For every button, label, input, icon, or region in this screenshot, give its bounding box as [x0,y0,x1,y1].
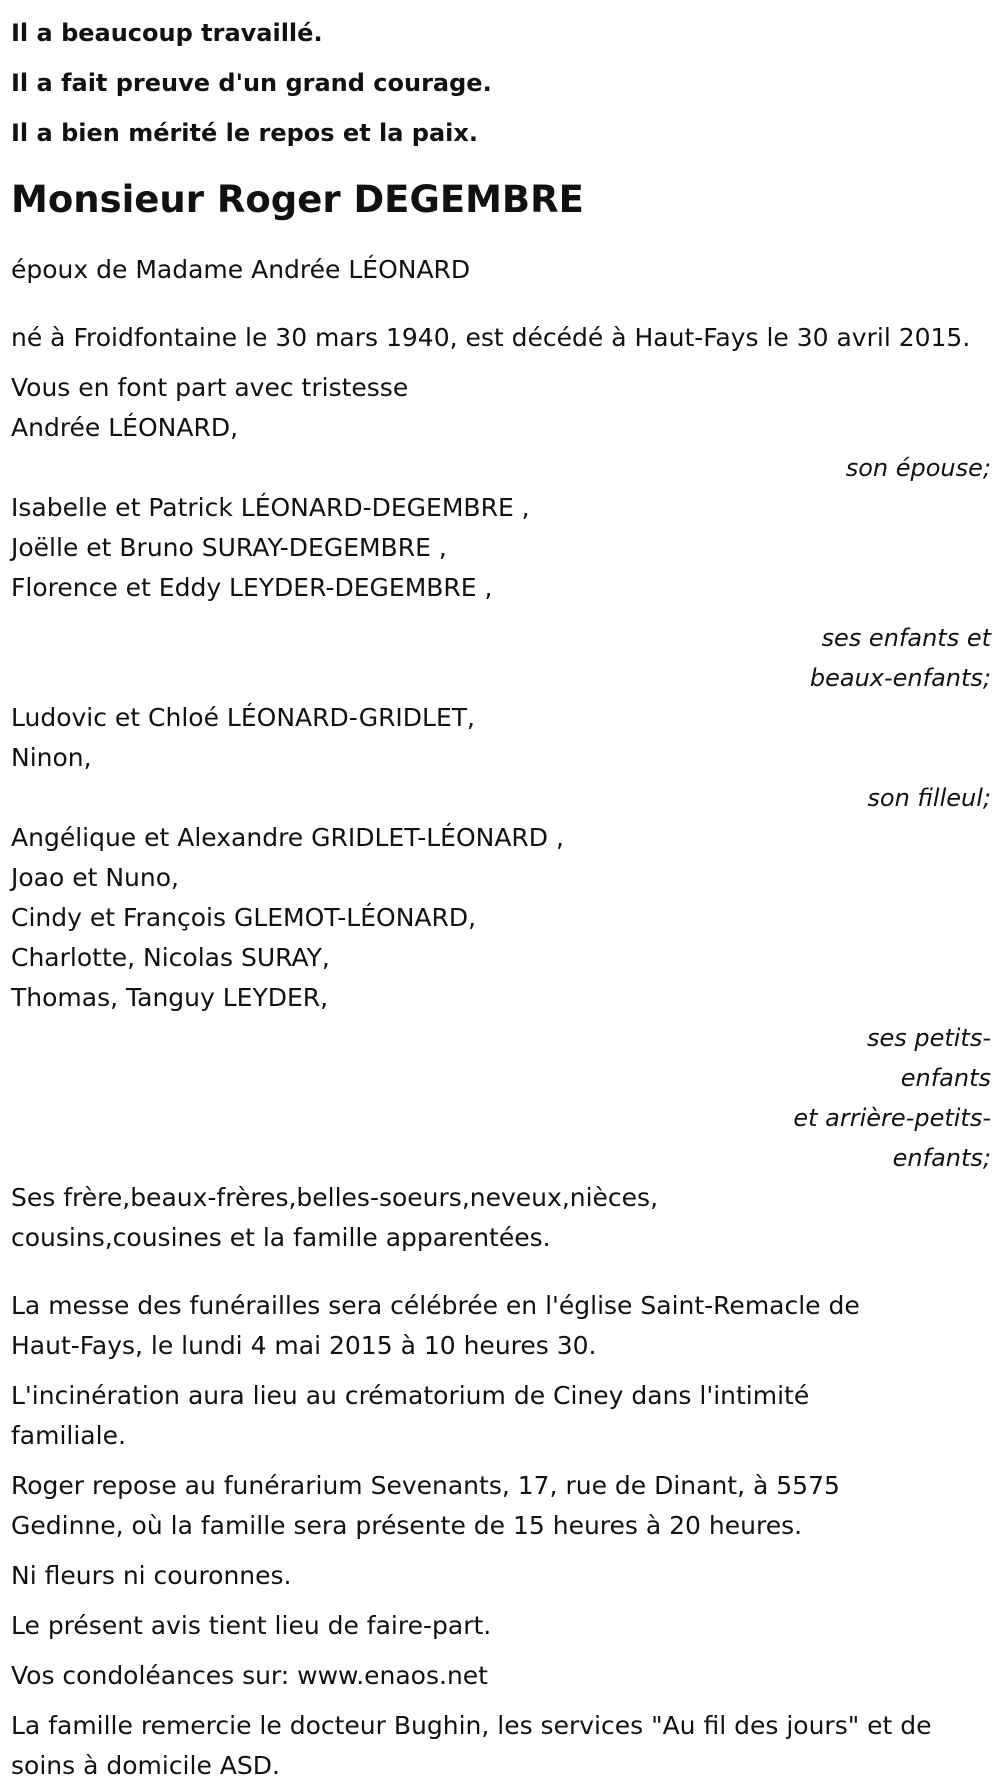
family-role-line: ses petits-enfants [866,1024,991,1092]
family-role-line: enfants; [892,1144,991,1172]
notice: Le présent avis tient lieu de faire-part. [11,1611,492,1640]
birth-death-line: né à Froidfontaine le 30 mars 1940, est décédé à Haut-Fays le 30 avril 2015. [11,323,971,352]
family-member: Joao et Nuno, [11,863,179,892]
funeral-mass: La messe des funérailles sera célébrée en l'église Saint-Remacle de Haut-Fays, le lundi 4 mai 2015 à 10 heures 30. [11,1291,860,1360]
family-group-grandchildren [11,818,991,1178]
family-role-line: et arrière-petits- [793,1104,991,1132]
family-role [11,618,991,698]
family-role [11,778,991,818]
family-member: Florence et Eddy LEYDER-DEGEMBRE , [11,573,493,602]
cremation: L'incinération aura lieu au crématorium de Ciney dans l'intimité familiale. [11,1381,810,1450]
family-member: Angélique et Alexandre GRIDLET-LÉONARD , [11,823,564,852]
family-member: Charlotte, Nicolas SURAY, [11,943,330,972]
family-member: Thomas, Tanguy LEYDER, [11,983,329,1012]
family-member: Isabelle et Patrick LÉONARD-DEGEMBRE , [11,493,530,522]
family-member: Cindy et François GLEMOT-LÉONARD, [11,903,477,932]
family-member: Ninon, [11,743,92,772]
family-role-line: ses enfants et [821,624,991,652]
family-role-line: beaux-enfants; [809,664,991,692]
family-role-line: son épouse; [845,454,991,482]
condolences: Vos condoléances sur: www.enaos.net [11,1661,488,1690]
thanks: La famille remercie le docteur Bughin, les services "Au fil des jours" et de soins à domicile ASD. [11,1711,932,1780]
family-group-spouse [11,408,991,488]
epigraph-line: Il a beaucoup travaillé. [11,19,323,47]
epigraph-line: Il a bien mérité le repos et la paix. [11,119,479,147]
extended-family: Ses frère,beaux-frères,belles-soeurs,neveux,nièces, cousins,cousines et la famille apparentées. [11,1183,659,1252]
family-role-line: son filleul; [867,784,991,812]
family-group-godchild [11,698,991,818]
intro-line: Vous en font part avec tristesse [11,373,409,402]
obituary-notice [11,0,991,1786]
repose: Roger repose au funérarium Sevenants, 17, rue de Dinant, à 5575 Gedinne, où la famille sera présente de 15 heures à 20 heures. [11,1471,840,1540]
family-member: Andrée LÉONARD, [11,413,239,442]
family-group-children [11,488,991,698]
no-flowers: Ni fleurs ni couronnes. [11,1561,292,1590]
family-role [11,1018,991,1178]
epigraph-line: Il a fait preuve d'un grand courage. [11,69,492,97]
family-role [11,448,991,488]
family-member: Ludovic et Chloé LÉONARD-GRIDLET, [11,703,476,732]
family-member: Joëlle et Bruno SURAY-DEGEMBRE , [11,533,447,562]
deceased-name: Monsieur Roger DEGEMBRE [11,178,584,221]
spouse-line: époux de Madame Andrée LÉONARD [11,255,471,284]
